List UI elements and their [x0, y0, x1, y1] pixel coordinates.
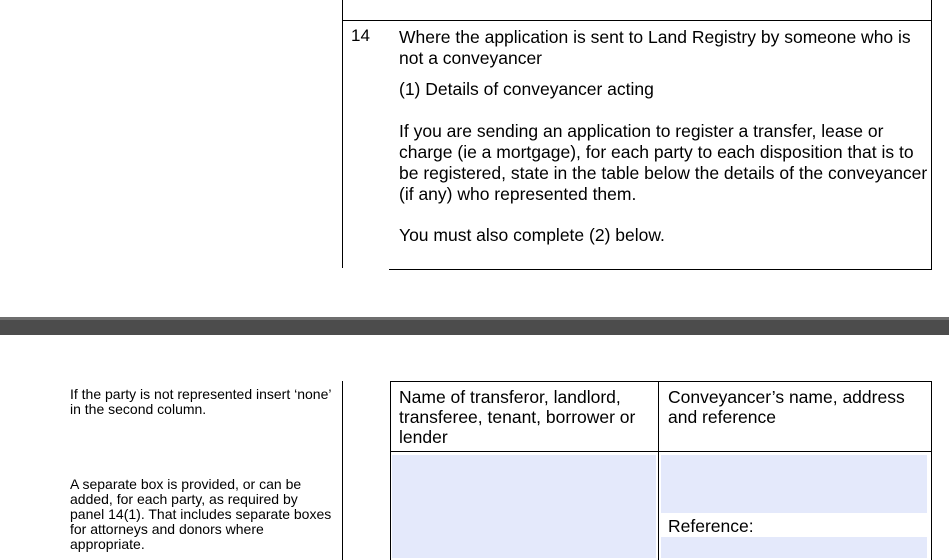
- conveyancer-details-field[interactable]: [661, 455, 927, 513]
- column-divider: [658, 381, 659, 560]
- instructions-text: If you are sending an application to register a transfer, lease or charge (ie a mortgage), for each party to each disposition that is to be registered, state in the table below the details of the conveyancer (if any) who represented them.: [399, 121, 928, 204]
- section-heading: (1) Details of conveyancer acting: [399, 79, 654, 99]
- panel-title: Where the application is sent to Land Registry by someone who is not a conveyancer: [399, 27, 911, 68]
- column-header-conveyancer: Conveyancer’s name, address and reference: [668, 387, 905, 427]
- table-left-border: [390, 381, 391, 560]
- panel-top-rule: [342, 20, 932, 21]
- left-margin-rule: [342, 381, 343, 560]
- complete-below-text: You must also complete (2) below.: [399, 225, 665, 245]
- header-bottom-border: [390, 451, 932, 452]
- column-header-party: Name of transferor, landlord, transferee, tenant, borrower or lender: [399, 387, 636, 447]
- party-name-field[interactable]: [392, 455, 656, 558]
- side-note-separate-box: A separate box is provided, or can be added, for each party, as required by panel 14(1). That includes separate boxes for attorneys and donors where appropriate.: [70, 476, 332, 552]
- conveyancer-details-bottom: [661, 537, 927, 558]
- reference-input[interactable]: [762, 518, 930, 534]
- page-break-divider: [0, 317, 949, 335]
- left-panel-border: [342, 0, 343, 268]
- table-top-border: [390, 381, 932, 382]
- reference-label: Reference:: [668, 516, 754, 536]
- panel-bottom-rule: [389, 269, 932, 270]
- side-note-not-represented: If the party is not represented insert ‘none’ in the second column.: [70, 386, 331, 417]
- panel-number: 14: [351, 26, 370, 45]
